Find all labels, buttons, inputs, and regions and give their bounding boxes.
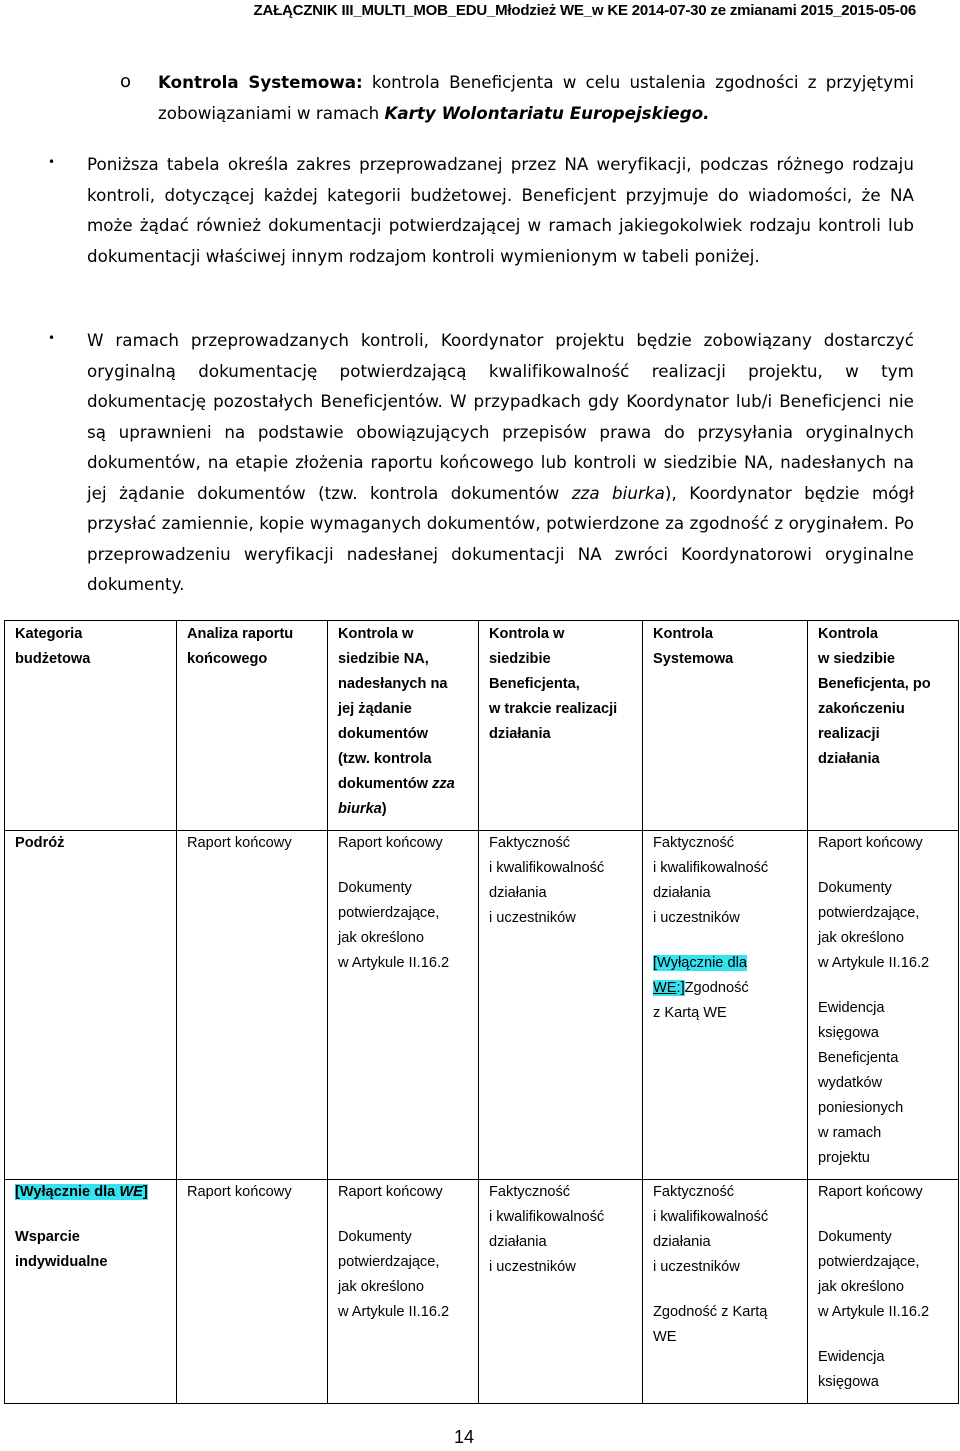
cell-line: księgowa bbox=[818, 1374, 879, 1390]
cell-line: z Kartą WE bbox=[653, 1005, 727, 1021]
list-marker-circle: o bbox=[120, 71, 132, 92]
cell-line: działania bbox=[489, 1234, 547, 1250]
cell-spacer bbox=[818, 976, 952, 996]
cell-line: Ewidencja bbox=[818, 1000, 885, 1016]
cell-line: jak określono bbox=[818, 930, 904, 946]
cell-spacer bbox=[653, 1280, 801, 1300]
cell-line: i kwalifikowalność bbox=[489, 1209, 605, 1225]
header-line: Kontrola bbox=[653, 626, 713, 642]
cell-spacer bbox=[818, 1205, 952, 1225]
header-line: działania bbox=[489, 726, 551, 742]
cell-line bbox=[653, 976, 801, 1001]
header-italic-text: biurka bbox=[338, 801, 382, 817]
paragraph-verification-scope: Poniższa tabela określa zakres przeprowadzanej przez NA weryfikacji, podczas różnego rodzaju kontroli, dotyczącej każdej kategorii budżetowej. Beneficjent przyjmuje do wiadomości, że NA może żądać również dokumentacji potwierdzającej w ramach jakiegokolwiek rodzaju kontroli lub dokumentacji właściwej innym rodzajom kontroli wymienionym w tabeli poniżej. bbox=[87, 154, 914, 266]
cell-line: WE bbox=[653, 1329, 677, 1345]
cell-line: potwierdzające, bbox=[338, 905, 440, 921]
highlight-text: [Wyłącznie dla bbox=[653, 955, 747, 971]
header-line: Kontrola w bbox=[489, 626, 565, 642]
cell-spacer bbox=[818, 856, 952, 876]
cell-onsite-check bbox=[479, 831, 643, 1180]
cell-text: Zgodność bbox=[684, 980, 749, 996]
bullet-marker: • bbox=[48, 155, 56, 169]
category-label: Podróż bbox=[15, 835, 65, 851]
cell-line: w ramach bbox=[818, 1125, 882, 1141]
header-line: końcowego bbox=[187, 651, 268, 667]
header-line-text: ) bbox=[381, 801, 387, 817]
cell-line: Beneficjenta bbox=[818, 1050, 899, 1066]
cell-line: Raport końcowy bbox=[187, 835, 292, 851]
table-row-travel bbox=[5, 831, 959, 1180]
cell-final-report bbox=[177, 1180, 328, 1404]
cell-after-check bbox=[808, 1180, 959, 1404]
header-line bbox=[338, 772, 472, 797]
cell-line: Faktyczność bbox=[489, 1184, 571, 1200]
cell-line: Ewidencja bbox=[818, 1349, 885, 1365]
cell-line: projektu bbox=[818, 1150, 870, 1166]
charter-name: Karty Wolontariatu Europejskiego. bbox=[384, 102, 710, 123]
cell-line: Faktyczność bbox=[653, 1184, 735, 1200]
header-cell-na-check bbox=[328, 621, 479, 831]
cell-line bbox=[653, 951, 801, 976]
cell-line: poniesionych bbox=[818, 1100, 904, 1116]
header-line: zakończeniu bbox=[818, 701, 905, 717]
cell-line: i uczestników bbox=[489, 910, 576, 926]
cell-line: jak określono bbox=[818, 1279, 904, 1295]
header-cell-final-report bbox=[177, 621, 328, 831]
cell-line: i kwalifikowalność bbox=[653, 1209, 769, 1225]
header-cell-system-check bbox=[643, 621, 808, 831]
header-line: Kontrola w bbox=[338, 626, 414, 642]
term-system-control: Kontrola Systemowa: bbox=[158, 72, 363, 92]
cell-final-report bbox=[177, 831, 328, 1180]
cell-line: Zgodność z Kartą bbox=[653, 1304, 768, 1320]
table-header-row bbox=[5, 621, 959, 831]
highlight-text: [Wyłącznie dla bbox=[15, 1184, 120, 1200]
cell-spacer bbox=[653, 931, 801, 951]
cell-line: Raport końcowy bbox=[818, 1184, 923, 1200]
cell-line: Raport końcowy bbox=[338, 835, 443, 851]
cell-line: i uczestników bbox=[653, 1259, 740, 1275]
header-line: siedzibie NA, bbox=[338, 651, 429, 667]
highlight-text: WE bbox=[653, 980, 677, 996]
highlight-text: :] bbox=[676, 980, 685, 996]
cell-spacer bbox=[15, 1205, 170, 1225]
cell-line: Dokumenty bbox=[818, 880, 892, 896]
header-line: jej żądanie bbox=[338, 701, 412, 717]
header-italic-text: zza bbox=[432, 776, 455, 792]
cell-line: i kwalifikowalność bbox=[489, 860, 605, 876]
header-cell-onsite-check bbox=[479, 621, 643, 831]
category-label: indywidualne bbox=[15, 1254, 108, 1270]
cell-line: jak określono bbox=[338, 930, 424, 946]
header-line: Systemowa bbox=[653, 651, 734, 667]
table-row-individual-support bbox=[5, 1180, 959, 1404]
header-line-text: dokumentów bbox=[338, 776, 433, 792]
paragraph-text-part: W ramach przeprowadzanych kontroli, Koordynator projektu będzie zobowiązany dostarczyć oryginalną dokumentację potwierdzającą kwalifikowalność realizacji projektu, w tym dokumentację pozostałych Beneficjentów. W przypadkach gdy Koordynator lub/i Beneficjenci nie są uprawnieni na podstawie obowiązujących przepisów prawa do przysyłania oryginalnych dokumentów, na etapie złożenia raportu końcowego lub kontroli w siedzibie NA, nadesłanych na jej żądanie dokumentów (tzw. kontrola dokumentów bbox=[87, 330, 914, 503]
cell-line: Dokumenty bbox=[338, 1229, 412, 1245]
italic-phrase: zza biurka bbox=[571, 482, 665, 503]
cell-spacer bbox=[338, 1205, 472, 1225]
header-line: w siedzibie bbox=[818, 651, 896, 667]
verification-table bbox=[4, 620, 959, 1404]
cell-line: Raport końcowy bbox=[338, 1184, 443, 1200]
cell-line: działania bbox=[489, 885, 547, 901]
cell-line: i uczestników bbox=[653, 910, 740, 926]
cell-spacer bbox=[338, 856, 472, 876]
page-number: 14 bbox=[454, 1427, 475, 1447]
cell-line: w Artykule II.16.2 bbox=[818, 1304, 930, 1320]
header-line: w trakcie realizacji bbox=[489, 701, 618, 717]
header-line: działania bbox=[818, 751, 880, 767]
cell-line: Raport końcowy bbox=[187, 1184, 292, 1200]
bullet-marker: • bbox=[48, 331, 56, 345]
header-line: realizacji bbox=[818, 726, 880, 742]
header-cell-after-check bbox=[808, 621, 959, 831]
cell-line: w Artykule II.16.2 bbox=[818, 955, 930, 971]
cell-line: i uczestników bbox=[489, 1259, 576, 1275]
cell-category-individual-support bbox=[5, 1180, 177, 1404]
header-line: budżetowa bbox=[15, 651, 91, 667]
header-line bbox=[338, 797, 472, 822]
cell-system-check bbox=[643, 831, 808, 1180]
cell-line: działania bbox=[653, 885, 711, 901]
cell-line: księgowa bbox=[818, 1025, 879, 1041]
cell-line: Raport końcowy bbox=[818, 835, 923, 851]
highlight-text: ] bbox=[142, 1184, 148, 1200]
cell-onsite-check bbox=[479, 1180, 643, 1404]
cell-na-check bbox=[328, 831, 479, 1180]
header-line: Kategoria bbox=[15, 626, 83, 642]
cell-line: działania bbox=[653, 1234, 711, 1250]
cell-line: potwierdzające, bbox=[338, 1254, 440, 1270]
cell-line: Dokumenty bbox=[818, 1229, 892, 1245]
cell-system-check bbox=[643, 1180, 808, 1404]
definition-text: kontrola Beneficjenta w celu ustalenia zgodności z przyjętymi zobowiązaniami w ramach bbox=[158, 72, 914, 123]
header-line: dokumentów bbox=[338, 726, 428, 742]
paragraph-system-control bbox=[158, 67, 914, 128]
cell-line: w Artykule II.16.2 bbox=[338, 1304, 450, 1320]
cell-line: wydatków bbox=[818, 1075, 883, 1091]
cell-line: potwierdzające, bbox=[818, 905, 920, 921]
header-line: Beneficjenta, bbox=[489, 676, 580, 692]
header-line: Analiza raportu bbox=[187, 626, 294, 642]
header-line: siedzibie bbox=[489, 651, 551, 667]
highlight-text: WE bbox=[119, 1184, 143, 1200]
header-line: (tzw. kontrola bbox=[338, 751, 432, 767]
cell-line: i kwalifikowalność bbox=[653, 860, 769, 876]
cell-category-travel bbox=[5, 831, 177, 1180]
document-header: ZAŁĄCZNIK III_MULTI_MOB_EDU_Młodzież WE_w KE 2014-07-30 ze zmianami 2015_2015-05-06 bbox=[253, 2, 916, 19]
header-line: Beneficjenta, po bbox=[818, 676, 931, 692]
cell-line: Faktyczność bbox=[489, 835, 571, 851]
cell-spacer bbox=[818, 1325, 952, 1345]
paragraph-text-part: ), Koordynator będzie mógł przysłać zamiennie, kopie wymaganych dokumentów, potwierdzone za zgodność z oryginałem. Po przeprowadzeniu weryfikacji nadesłanej dokumentacji NA zwróci Koordynatorowi oryginalne dokumenty. bbox=[87, 482, 914, 594]
cell-na-check bbox=[328, 1180, 479, 1404]
cell-line: w Artykule II.16.2 bbox=[338, 955, 450, 971]
category-label: Wsparcie bbox=[15, 1229, 80, 1245]
header-cell-category bbox=[5, 621, 177, 831]
category-label bbox=[15, 1180, 170, 1205]
cell-line: Faktyczność bbox=[653, 835, 735, 851]
cell-line: potwierdzające, bbox=[818, 1254, 920, 1270]
cell-line: Dokumenty bbox=[338, 880, 412, 896]
header-line: Kontrola bbox=[818, 626, 878, 642]
cell-line: jak określono bbox=[338, 1279, 424, 1295]
header-line: nadesłanych na bbox=[338, 676, 448, 692]
cell-after-check bbox=[808, 831, 959, 1180]
paragraph-original-documents bbox=[87, 325, 914, 600]
